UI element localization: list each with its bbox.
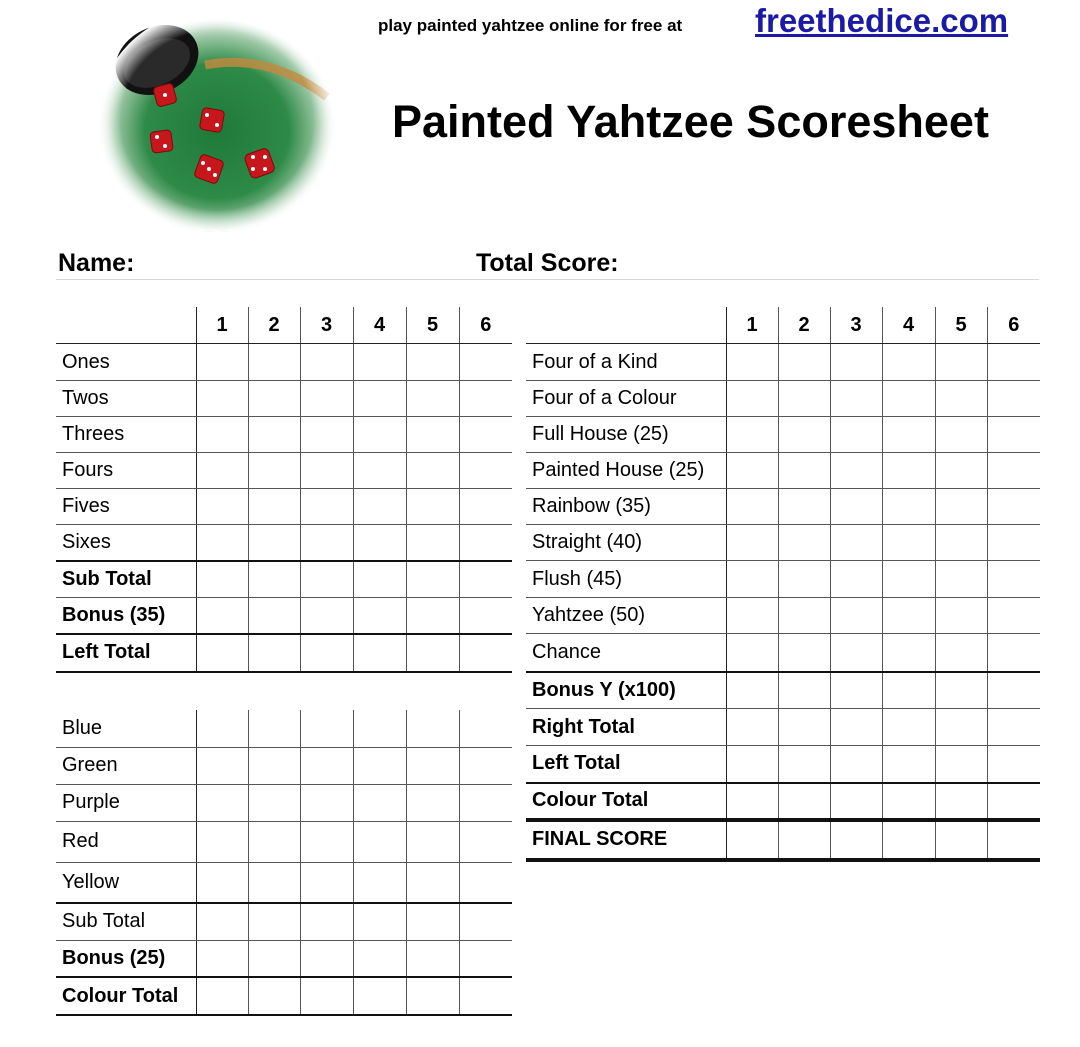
dice-cup-logo (95, 5, 340, 235)
row-label: Ones (56, 344, 196, 381)
score-cell[interactable] (406, 489, 459, 525)
score-cell[interactable] (987, 634, 1040, 672)
score-cell[interactable] (935, 453, 987, 489)
column-header: 5 (406, 307, 459, 344)
score-cell[interactable] (882, 417, 935, 453)
score-cell[interactable] (778, 820, 830, 860)
column-header-row (526, 307, 1040, 344)
score-cell[interactable] (196, 561, 248, 598)
score-row-straight (526, 525, 1040, 561)
score-cell[interactable] (406, 525, 459, 561)
column-header: 2 (248, 307, 300, 344)
score-cell[interactable] (726, 783, 778, 820)
score-cell[interactable] (987, 417, 1040, 453)
score-cell[interactable] (196, 489, 248, 525)
score-cell[interactable] (987, 783, 1040, 820)
score-cell[interactable] (459, 747, 512, 784)
score-cell[interactable] (459, 634, 512, 672)
score-cell[interactable] (987, 672, 1040, 709)
score-cell[interactable] (459, 862, 512, 903)
row-label: Purple (56, 784, 196, 821)
score-row-chance (526, 634, 1040, 672)
score-cell[interactable] (935, 783, 987, 820)
score-cell[interactable] (248, 747, 300, 784)
score-cell[interactable] (830, 746, 882, 783)
score-cell[interactable] (248, 940, 300, 977)
score-cell[interactable] (196, 747, 248, 784)
score-cell[interactable] (353, 453, 406, 489)
score-cell[interactable] (459, 821, 512, 862)
score-cell[interactable] (300, 977, 353, 1015)
score-row-sub-total (56, 561, 512, 598)
row-label: Sub Total (56, 903, 196, 940)
score-cell[interactable] (935, 561, 987, 598)
score-row-four-of-a-kind (526, 344, 1040, 381)
row-label: Yellow (56, 862, 196, 903)
score-cell[interactable] (196, 417, 248, 453)
score-cell[interactable] (248, 634, 300, 672)
score-cell[interactable] (778, 783, 830, 820)
score-cell[interactable] (196, 598, 248, 634)
score-cell[interactable] (459, 417, 512, 453)
score-cell[interactable] (406, 417, 459, 453)
score-cell[interactable] (726, 561, 778, 598)
score-cell[interactable] (882, 489, 935, 525)
score-cell[interactable] (196, 381, 248, 417)
score-row-right-total (526, 709, 1040, 746)
score-cell[interactable] (406, 862, 459, 903)
score-cell[interactable] (830, 453, 882, 489)
lower-section-table (526, 307, 1040, 862)
row-label: Yahtzee (50) (526, 598, 726, 634)
score-cell[interactable] (196, 453, 248, 489)
row-label: Fours (56, 453, 196, 489)
score-cell[interactable] (987, 820, 1040, 860)
score-cell[interactable] (882, 746, 935, 783)
score-cell[interactable] (882, 634, 935, 672)
score-cell[interactable] (353, 417, 406, 453)
score-cell[interactable] (196, 634, 248, 672)
score-cell[interactable] (196, 710, 248, 747)
row-label: Fives (56, 489, 196, 525)
score-row-full-house (526, 417, 1040, 453)
score-cell[interactable] (935, 598, 987, 634)
score-row-green (56, 747, 512, 784)
column-header-row (56, 307, 512, 344)
score-cell[interactable] (353, 784, 406, 821)
score-cell[interactable] (459, 903, 512, 940)
score-cell[interactable] (726, 820, 778, 860)
score-row-flush (526, 561, 1040, 598)
score-cell[interactable] (778, 344, 830, 381)
row-label: Red (56, 821, 196, 862)
score-row-yahtzee (526, 598, 1040, 634)
score-cell[interactable] (987, 598, 1040, 634)
score-cell[interactable] (406, 344, 459, 381)
score-cell[interactable] (406, 747, 459, 784)
score-cell[interactable] (406, 710, 459, 747)
score-cell[interactable] (778, 746, 830, 783)
score-cell[interactable] (882, 344, 935, 381)
score-cell[interactable] (726, 344, 778, 381)
score-cell[interactable] (778, 525, 830, 561)
score-cell[interactable] (353, 862, 406, 903)
score-cell[interactable] (459, 940, 512, 977)
score-cell[interactable] (300, 453, 353, 489)
score-cell[interactable] (935, 344, 987, 381)
score-row-left-total (56, 634, 512, 672)
row-label: Twos (56, 381, 196, 417)
score-cell[interactable] (935, 709, 987, 746)
score-cell[interactable] (196, 344, 248, 381)
row-label: Colour Total (56, 977, 196, 1015)
score-cell[interactable] (726, 672, 778, 709)
row-label: Rainbow (35) (526, 489, 726, 525)
score-cell[interactable] (353, 561, 406, 598)
score-cell[interactable] (459, 453, 512, 489)
score-cell[interactable] (459, 489, 512, 525)
score-cell[interactable] (300, 940, 353, 977)
score-cell[interactable] (248, 453, 300, 489)
score-cell[interactable] (196, 525, 248, 561)
site-link[interactable]: freethedice.com (755, 2, 1009, 39)
score-cell[interactable] (248, 417, 300, 453)
upper-section-table (56, 307, 512, 673)
row-label: Bonus Y (x100) (526, 672, 726, 709)
score-cell[interactable] (248, 784, 300, 821)
score-cell[interactable] (987, 489, 1040, 525)
score-cell[interactable] (778, 489, 830, 525)
score-cell[interactable] (882, 783, 935, 820)
score-cell[interactable] (406, 381, 459, 417)
score-cell[interactable] (248, 710, 300, 747)
column-header: 5 (935, 307, 987, 344)
column-header: 6 (459, 307, 512, 344)
score-cell[interactable] (406, 940, 459, 977)
score-row-colour-sub-total (56, 903, 512, 940)
score-cell[interactable] (248, 525, 300, 561)
score-row-right-colour-total (526, 783, 1040, 820)
score-row-bonus (56, 598, 512, 634)
score-cell[interactable] (248, 561, 300, 598)
score-row-yellow (56, 862, 512, 903)
score-cell[interactable] (196, 940, 248, 977)
score-cell[interactable] (353, 821, 406, 862)
row-label: Sixes (56, 525, 196, 561)
score-cell[interactable] (778, 634, 830, 672)
score-cell[interactable] (935, 746, 987, 783)
score-cell[interactable] (882, 381, 935, 417)
score-cell[interactable] (196, 977, 248, 1015)
score-cell[interactable] (882, 820, 935, 860)
row-label: Sub Total (56, 561, 196, 598)
score-cell[interactable] (406, 598, 459, 634)
score-cell[interactable] (882, 561, 935, 598)
score-cell[interactable] (353, 598, 406, 634)
score-cell[interactable] (300, 598, 353, 634)
score-cell[interactable] (353, 344, 406, 381)
score-cell[interactable] (406, 821, 459, 862)
score-cell[interactable] (300, 821, 353, 862)
name-label: Name: (58, 249, 135, 277)
score-row-purple (56, 784, 512, 821)
row-label: Left Total (56, 634, 196, 672)
score-cell[interactable] (300, 417, 353, 453)
score-cell[interactable] (778, 417, 830, 453)
score-cell[interactable] (882, 453, 935, 489)
score-cell[interactable] (882, 525, 935, 561)
score-cell[interactable] (778, 598, 830, 634)
score-cell[interactable] (830, 417, 882, 453)
name-underline (56, 279, 1039, 280)
score-row-four-of-a-colour (526, 381, 1040, 417)
score-cell[interactable] (778, 381, 830, 417)
score-cell[interactable] (300, 561, 353, 598)
row-label: FINAL SCORE (526, 820, 726, 860)
score-cell[interactable] (406, 977, 459, 1015)
row-label: Four of a Kind (526, 344, 726, 381)
score-cell[interactable] (778, 709, 830, 746)
score-cell[interactable] (459, 561, 512, 598)
score-cell[interactable] (300, 710, 353, 747)
score-cell[interactable] (882, 598, 935, 634)
score-cell[interactable] (353, 710, 406, 747)
score-cell[interactable] (726, 709, 778, 746)
score-cell[interactable] (353, 525, 406, 561)
score-cell[interactable] (987, 525, 1040, 561)
score-cell[interactable] (300, 525, 353, 561)
score-cell[interactable] (406, 561, 459, 598)
score-cell[interactable] (830, 598, 882, 634)
score-cell[interactable] (300, 862, 353, 903)
row-label: Bonus (35) (56, 598, 196, 634)
score-row-fives (56, 489, 512, 525)
score-cell[interactable] (830, 634, 882, 672)
row-label: Bonus (25) (56, 940, 196, 977)
score-cell[interactable] (248, 598, 300, 634)
score-row-rainbow (526, 489, 1040, 525)
score-cell[interactable] (987, 453, 1040, 489)
score-cell[interactable] (830, 820, 882, 860)
score-cell[interactable] (830, 783, 882, 820)
score-row-twos (56, 381, 512, 417)
row-label: Painted House (25) (526, 453, 726, 489)
score-cell[interactable] (406, 903, 459, 940)
score-cell[interactable] (248, 821, 300, 862)
colour-section-table (56, 710, 512, 1016)
score-cell[interactable] (987, 709, 1040, 746)
score-cell[interactable] (196, 821, 248, 862)
score-cell[interactable] (406, 453, 459, 489)
score-cell[interactable] (726, 381, 778, 417)
score-cell[interactable] (248, 489, 300, 525)
score-cell[interactable] (726, 634, 778, 672)
score-cell[interactable] (248, 903, 300, 940)
score-cell[interactable] (300, 344, 353, 381)
score-cell[interactable] (300, 903, 353, 940)
score-cell[interactable] (248, 344, 300, 381)
score-cell[interactable] (935, 820, 987, 860)
score-cell[interactable] (459, 784, 512, 821)
score-cell[interactable] (353, 940, 406, 977)
column-header: 1 (196, 307, 248, 344)
score-cell[interactable] (353, 489, 406, 525)
row-label: Right Total (526, 709, 726, 746)
score-cell[interactable] (248, 862, 300, 903)
score-cell[interactable] (882, 709, 935, 746)
score-cell[interactable] (196, 903, 248, 940)
score-cell[interactable] (987, 381, 1040, 417)
score-row-bonus-y (526, 672, 1040, 709)
score-cell[interactable] (248, 381, 300, 417)
score-cell[interactable] (935, 489, 987, 525)
score-cell[interactable] (935, 634, 987, 672)
score-cell[interactable] (830, 709, 882, 746)
column-header: 6 (987, 307, 1040, 344)
score-row-threes (56, 417, 512, 453)
score-row-sixes (56, 525, 512, 561)
score-cell[interactable] (726, 489, 778, 525)
score-cell[interactable] (459, 710, 512, 747)
total-score-label: Total Score: (476, 249, 619, 277)
score-cell[interactable] (300, 381, 353, 417)
score-cell[interactable] (300, 489, 353, 525)
score-cell[interactable] (353, 977, 406, 1015)
score-cell[interactable] (459, 381, 512, 417)
score-cell[interactable] (987, 561, 1040, 598)
row-label: Straight (40) (526, 525, 726, 561)
score-row-red (56, 821, 512, 862)
score-cell[interactable] (459, 977, 512, 1015)
score-row-painted-house (526, 453, 1040, 489)
score-row-ones (56, 344, 512, 381)
score-cell[interactable] (935, 525, 987, 561)
score-cell[interactable] (300, 747, 353, 784)
score-cell[interactable] (726, 453, 778, 489)
score-cell[interactable] (196, 862, 248, 903)
score-cell[interactable] (406, 784, 459, 821)
score-cell[interactable] (830, 672, 882, 709)
column-header: 3 (830, 307, 882, 344)
score-cell[interactable] (830, 489, 882, 525)
score-cell[interactable] (726, 746, 778, 783)
row-label: Four of a Colour (526, 381, 726, 417)
score-cell[interactable] (778, 453, 830, 489)
column-header: 2 (778, 307, 830, 344)
score-cell[interactable] (353, 903, 406, 940)
row-label: Colour Total (526, 783, 726, 820)
score-cell[interactable] (830, 344, 882, 381)
row-label: Flush (45) (526, 561, 726, 598)
column-header: 1 (726, 307, 778, 344)
score-row-colour-total (56, 977, 512, 1015)
score-row-fours (56, 453, 512, 489)
row-label: Full House (25) (526, 417, 726, 453)
score-cell[interactable] (459, 344, 512, 381)
row-label: Left Total (526, 746, 726, 783)
score-cell[interactable] (935, 417, 987, 453)
score-cell[interactable] (248, 977, 300, 1015)
promo-text: play painted yahtzee online for free at (378, 16, 683, 35)
score-cell[interactable] (459, 525, 512, 561)
score-cell[interactable] (882, 672, 935, 709)
score-row-right-left-total (526, 746, 1040, 783)
score-cell[interactable] (726, 598, 778, 634)
score-cell[interactable] (935, 381, 987, 417)
score-cell[interactable] (726, 525, 778, 561)
column-header: 3 (300, 307, 353, 344)
score-row-colour-bonus (56, 940, 512, 977)
score-cell[interactable] (353, 634, 406, 672)
score-cell[interactable] (300, 634, 353, 672)
score-cell[interactable] (406, 634, 459, 672)
score-cell[interactable] (196, 784, 248, 821)
row-label: Threes (56, 417, 196, 453)
score-cell[interactable] (353, 747, 406, 784)
score-cell[interactable] (987, 344, 1040, 381)
row-label: Chance (526, 634, 726, 672)
score-cell[interactable] (459, 598, 512, 634)
score-row-final-score (526, 820, 1040, 860)
score-cell[interactable] (726, 417, 778, 453)
score-cell[interactable] (830, 525, 882, 561)
score-cell[interactable] (778, 561, 830, 598)
row-label: Green (56, 747, 196, 784)
column-header: 4 (353, 307, 406, 344)
score-cell[interactable] (778, 672, 830, 709)
score-cell[interactable] (300, 784, 353, 821)
score-cell[interactable] (987, 746, 1040, 783)
score-row-blue (56, 710, 512, 747)
score-cell[interactable] (830, 381, 882, 417)
score-cell[interactable] (353, 381, 406, 417)
score-cell[interactable] (935, 672, 987, 709)
score-cell[interactable] (830, 561, 882, 598)
row-label: Blue (56, 710, 196, 747)
page-title: Painted Yahtzee Scoresheet (392, 96, 989, 147)
column-header: 4 (882, 307, 935, 344)
